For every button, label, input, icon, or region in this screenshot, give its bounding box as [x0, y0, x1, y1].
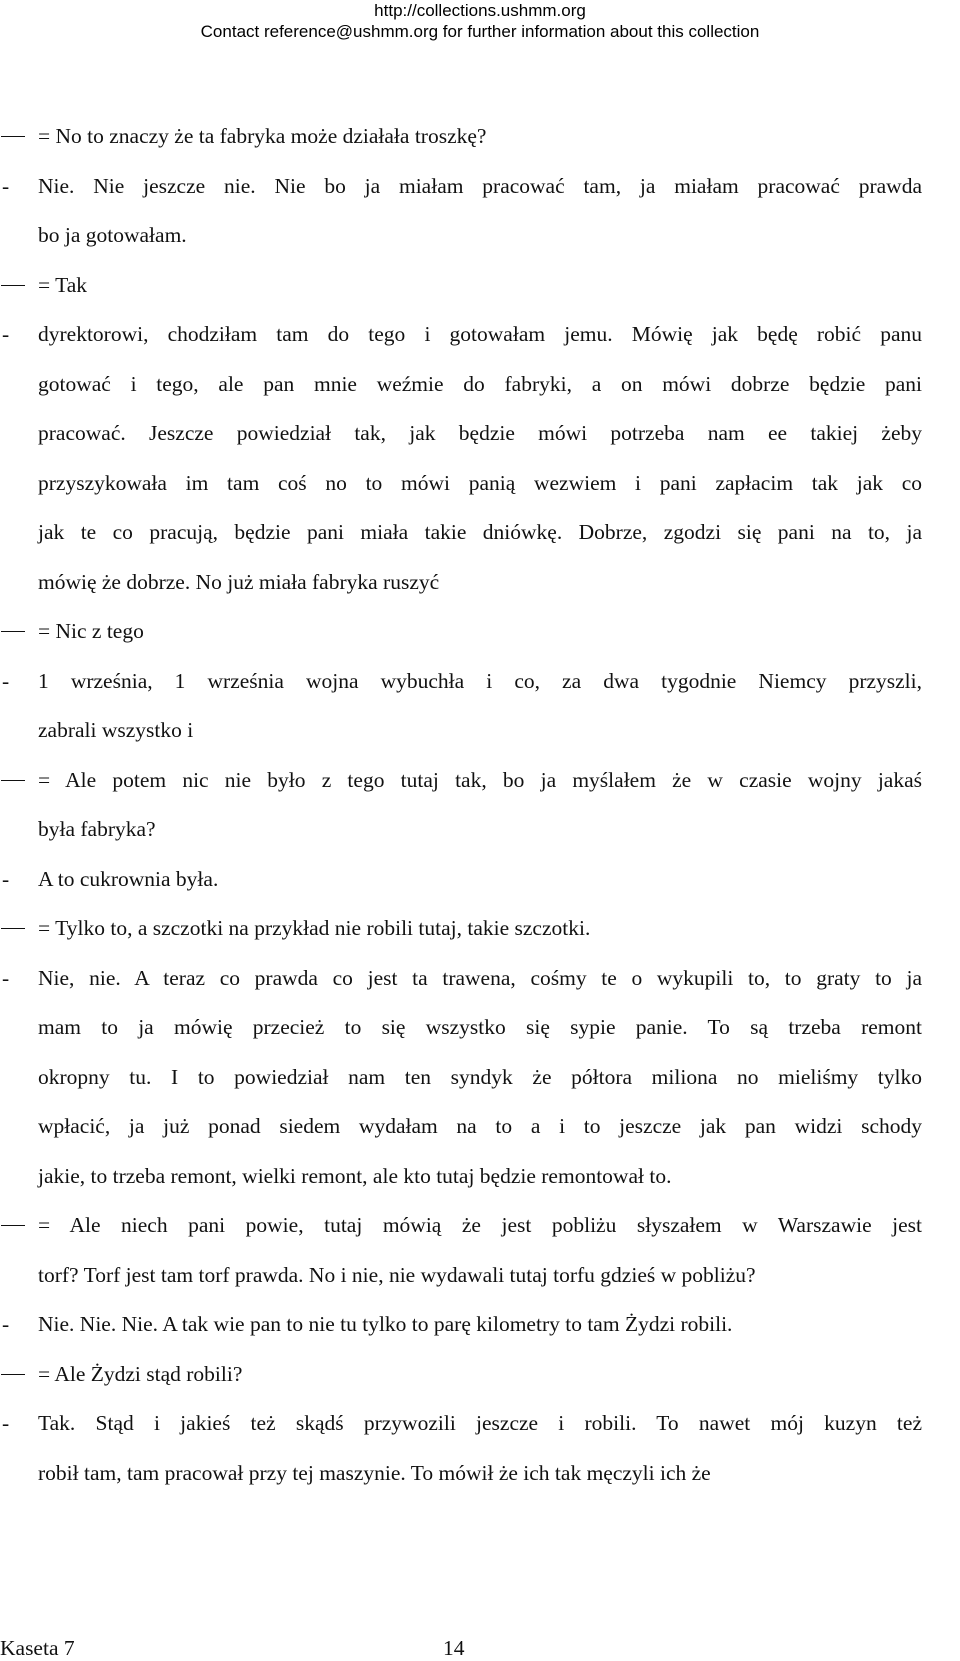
text-line: mam to ja mówię przecież to się wszystko się sypie panie. To są trzeba remont [38, 1015, 922, 1039]
hyphen-marker: - [2, 173, 10, 198]
hyphen-marker: - [2, 866, 10, 891]
text-line: Tak. Stąd i jakieś też skądś przywozili jeszcze i robili. To nawet mój kuzyn też [38, 1411, 922, 1435]
text-line: przyszykowała im tam coś no to mówi panią wezwiem i pani zapłacim tak jak co [38, 470, 922, 495]
dash-marker [1, 121, 25, 151]
contact-line: Contact reference@ushmm.org for further information about this collection [200, 22, 760, 41]
text-line: = Nic z tego [38, 619, 144, 643]
text-line: była fabryka? [38, 817, 156, 841]
hyphen-marker: - [2, 322, 10, 346]
text-line: = Ale Żydzi stąd robili? [38, 1361, 243, 1386]
text-line: okropny tu. I to powiedział nam ten syndyk że półtora miliona no mieliśmy tylko [38, 1064, 922, 1089]
dash-marker [1, 270, 25, 300]
text-line: zabrali wszystko i [38, 718, 194, 742]
hyphen-marker: - [2, 668, 10, 693]
collection-url: http://collections.ushmm.org [374, 1, 586, 20]
dash-marker [1, 1210, 25, 1240]
text-line: = Ale potem nic nie było z tego tutaj tak, bo ja myślałem że w czasie wojny jakaś [38, 767, 922, 792]
text-line: robił tam, tam pracował przy tej maszynie. To mówił że ich tak męczyli ich że [38, 1460, 711, 1485]
text-line: = Tak [38, 272, 88, 297]
text-line: dyrektorowi, chodziłam tam do tego i gotowałam jemu. Mówię jak będę robić panu [38, 322, 922, 346]
dash-marker [1, 765, 25, 795]
dash-marker [1, 913, 25, 943]
text-line: Nie. Nie jeszcze nie. Nie bo ja miałam pracować tam, ja miałam pracować prawda [38, 173, 922, 198]
text-line: = Tylko to, a szczotki na przykład nie robili tutaj, takie szczotki. [38, 916, 591, 940]
tape-label: Kaseta 7 [0, 1636, 75, 1660]
text-line: = Ale niech pani powie, tutaj mówią że jest pobliżu słyszałem w Warszawie jest [38, 1213, 922, 1237]
page-number: 14 [443, 1636, 465, 1660]
text-line: pracować. Jeszcze powiedział tak, jak będzie mówi potrzeba nam ee takiej żeby [38, 421, 922, 445]
hyphen-marker: - [2, 1411, 10, 1435]
text-line: gotować i tego, ale pan mnie weźmie do fabryki, a on mówi dobrze będzie pani [38, 371, 922, 396]
text-line: mówię że dobrze. No już miała fabryka ruszyć [38, 569, 440, 594]
text-line: wpłacić, ja już ponad siedem wydałam na to a i to jeszcze jak pan widzi schody [38, 1114, 922, 1138]
dash-marker [1, 616, 25, 646]
dash-marker [1, 1359, 25, 1389]
text-line: jak te co pracują, będzie pani miała takie dniówkę. Dobrze, zgodzi się pani na to, ja [38, 520, 922, 544]
text-line: jakie, to trzeba remont, wielki remont, ale kto tutaj będzie remontował to. [38, 1163, 672, 1188]
text-line: Nie, nie. A teraz co prawda co jest ta trawena, cośmy te o wykupili to, to graty to ja [38, 965, 922, 990]
hyphen-marker: - [2, 965, 10, 990]
text-line: Nie. Nie. Nie. A tak wie pan to nie tu tylko to parę kilometry to tam Żydzi robili. [38, 1312, 733, 1336]
text-line: A to cukrownia była. [38, 866, 219, 891]
text-line: torf? Torf jest tam torf prawda. No i nie, nie wydawali tutaj torfu gdzieś w pobliżu? [38, 1262, 756, 1287]
text-line: bo ja gotowałam. [38, 223, 187, 247]
hyphen-marker: - [2, 1312, 10, 1336]
text-line: = No to znaczy że ta fabryka może działała troszkę? [38, 124, 487, 148]
text-line: 1 września, 1 września wojna wybuchła i co, za dwa tygodnie Niemcy przyszli, [38, 668, 922, 693]
